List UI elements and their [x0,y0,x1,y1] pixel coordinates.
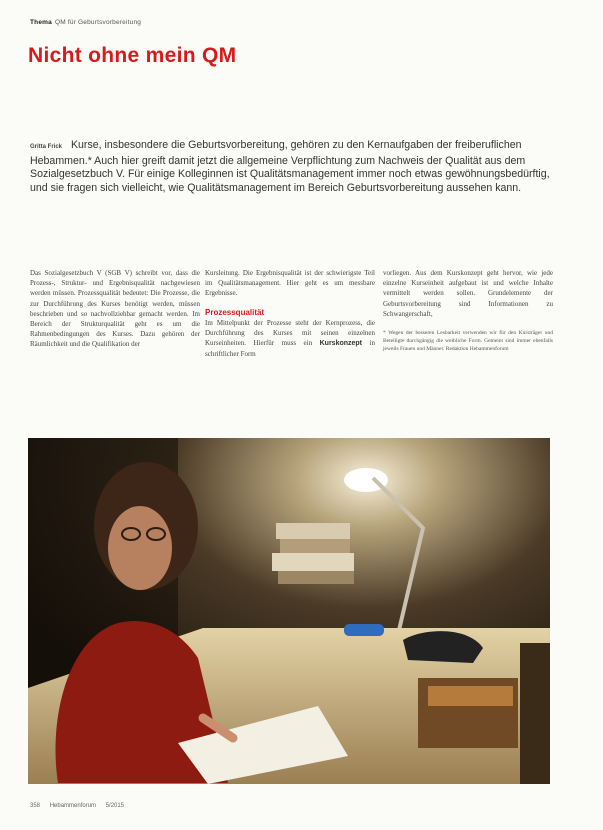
page-footer [30,803,132,809]
author-name: Gritta Frick [30,144,63,150]
issue-number: 5/2015 [105,803,125,809]
magazine-name: Hebammenforum [49,803,97,809]
subheading-prozessqualitaet: Prozessqualität [205,307,265,317]
topic-text: QM für Geburtsvorbereitung [54,19,142,26]
column-3-text: vorliegen. Aus dem Kurskonzept geht hervor, wie jede einzelne Kurseinheit aufgebaut ist und welche Inhalte vermittelt werden sollen. Grundelemente der Geburtsvorbereitung sind Informationen zu Schwangerschaft, [383,269,553,318]
topic-line [30,19,141,26]
column-2-text-a: Kursleitung. Die Ergebnisqualität ist der schwierigste Teil im Qualitätsmanagement. Hier geht es um messbare Ergebnisse. [205,269,375,298]
body-column-1: Das Sozialgesetzbuch V (SGB V) schreibt vor, dass die Prozess-, Struktur- und Ergebnisqualität nachgewiesen werden müssen. Prozessqualität bedeutet: Die Prozesse, die zur Durchführung des Kurses benötigt werden, müssen beschrieben und so nachvollziehbar gemacht werden. Im Bereich der Strukturqualität geht es um die Rahmenbedingungen des Kurses. Dazu gehören der Räumlichkeit und die Qualifikation der [30,269,200,349]
column-2-text-b1: Im Mittelpunkt der Prozesse steht der Kernprozess, die Durchführung des Kurses mit seinen einzelnen Kurseinheiten. Hierfür muss ein [205,318,375,348]
footnote: * Wegen der besseren Lesbarkeit verwenden wir für den Kursträger und Beteiligte durchgängig die weibliche Form. Gemeint sind immer ebenfalls jeweils Frauen und Männer. Redaktion Hebammenforum [383,330,553,353]
article-title: Nicht ohne mein QM [28,44,237,67]
lead-paragraph [30,139,556,195]
kurskonzept-term: Kurskonzept [319,340,363,348]
lead-text: Kurse, insbesondere die Geburtsvorbereitung, gehören zu den Kernaufgaben der freiberuflichen Hebammen.* Auch hier greift damit jetzt die allgemeine Verpflichtung zum Nachweis der Qualität aus dem Sozialgesetzbuch V. Für einige Kolleginnen ist Qualitätsmanagement immer noch etwas gewöhnungsbedürftig, und sie fragen sich vielleicht, wie Qualitätsmanagement im Bereich Geburtsvorbereitung aussehen kann. [30,139,550,194]
body-column-3 [383,268,553,359]
article-photo [28,438,550,784]
page-number: 358 [30,803,41,809]
topic-label: Thema [30,19,52,26]
body-column-2 [205,268,375,360]
column-2-text-b2: in schriftlicher Form [205,339,375,359]
